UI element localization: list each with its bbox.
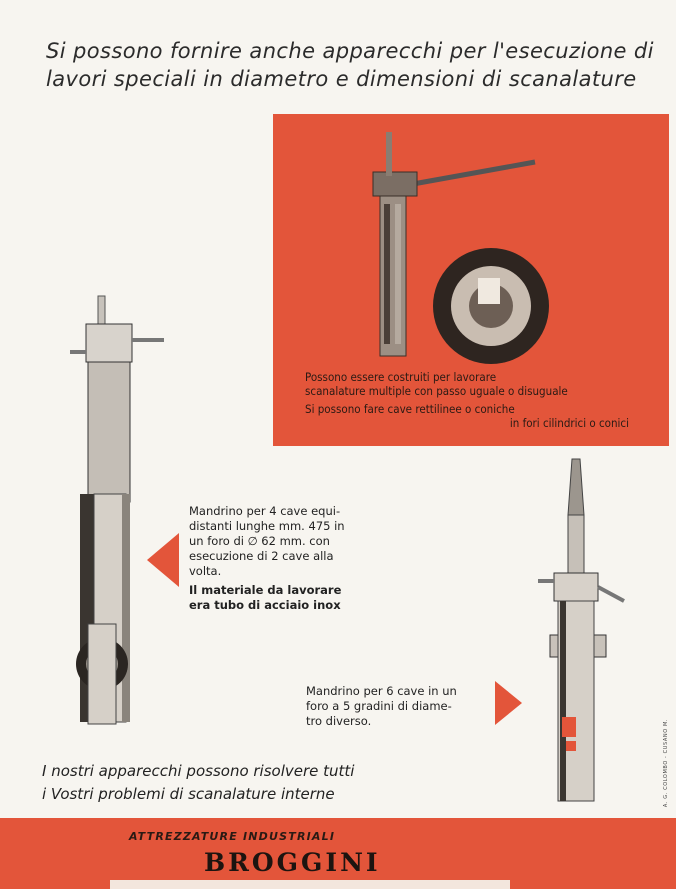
caption-left-bold-1: Il materiale da lavorare <box>189 583 342 597</box>
headline-line-1: Si possono fornire anche apparecchi per l'esecuzione di <box>46 39 654 63</box>
caption-left-line-3: un foro di ∅ 62 mm. con <box>189 534 330 548</box>
mandrel-4-slots-photo <box>66 294 176 734</box>
bottom-strip <box>110 880 510 889</box>
caption-left-line-4: esecuzione di 2 cave alla <box>189 549 334 563</box>
brand-logo: BROGGINI <box>204 848 381 877</box>
mandrel-6-slots-photo <box>532 455 632 815</box>
footer-band <box>0 818 676 889</box>
caption-left-line-5: volta. <box>189 564 222 578</box>
printer-credit-text: A. G. COLOMBO - CUSANO M. <box>663 718 669 808</box>
orange-photo-panel <box>273 114 669 446</box>
panel-line-1: Possono essere costruiti per lavorare <box>305 370 497 384</box>
arrow-left-icon <box>147 533 179 587</box>
caption-left-line-1: Mandrino per 4 cave equi- <box>189 504 341 518</box>
caption-left-line-2: distanti lunghe mm. 475 in <box>189 519 345 533</box>
tagline-line-1: I nostri apparecchi possono risolvere tutti <box>42 762 355 780</box>
caption-left-bold-2: era tubo di acciaio inox <box>189 598 341 612</box>
panel-line-4: in fori cilindrici o conici <box>509 416 629 430</box>
headline <box>46 37 654 93</box>
footer-subtitle: ATTREZZATURE INDUSTRIALI <box>129 830 336 843</box>
panel-line-3: Si possono fare cave rettilinee o coniche <box>305 402 515 416</box>
caption-left <box>189 504 365 613</box>
panel-caption <box>305 370 645 430</box>
caption-right-line-2: foro a 5 gradini di diame- <box>306 699 452 713</box>
tagline-line-2: i Vostri problemi di scanalature interne <box>42 785 335 803</box>
caption-right-line-3: tro diverso. <box>306 714 372 728</box>
headline-line-2: lavori speciali in diametro e dimensioni di scanalature <box>46 67 637 91</box>
arrow-right-icon <box>495 681 522 725</box>
caption-right <box>306 684 486 729</box>
tagline <box>42 760 354 806</box>
caption-right-line-1: Mandrino per 6 cave in un <box>306 684 457 698</box>
gear-icon <box>433 248 549 364</box>
panel-line-2: scanalature multiple con passo uguale o disuguale <box>305 384 568 398</box>
